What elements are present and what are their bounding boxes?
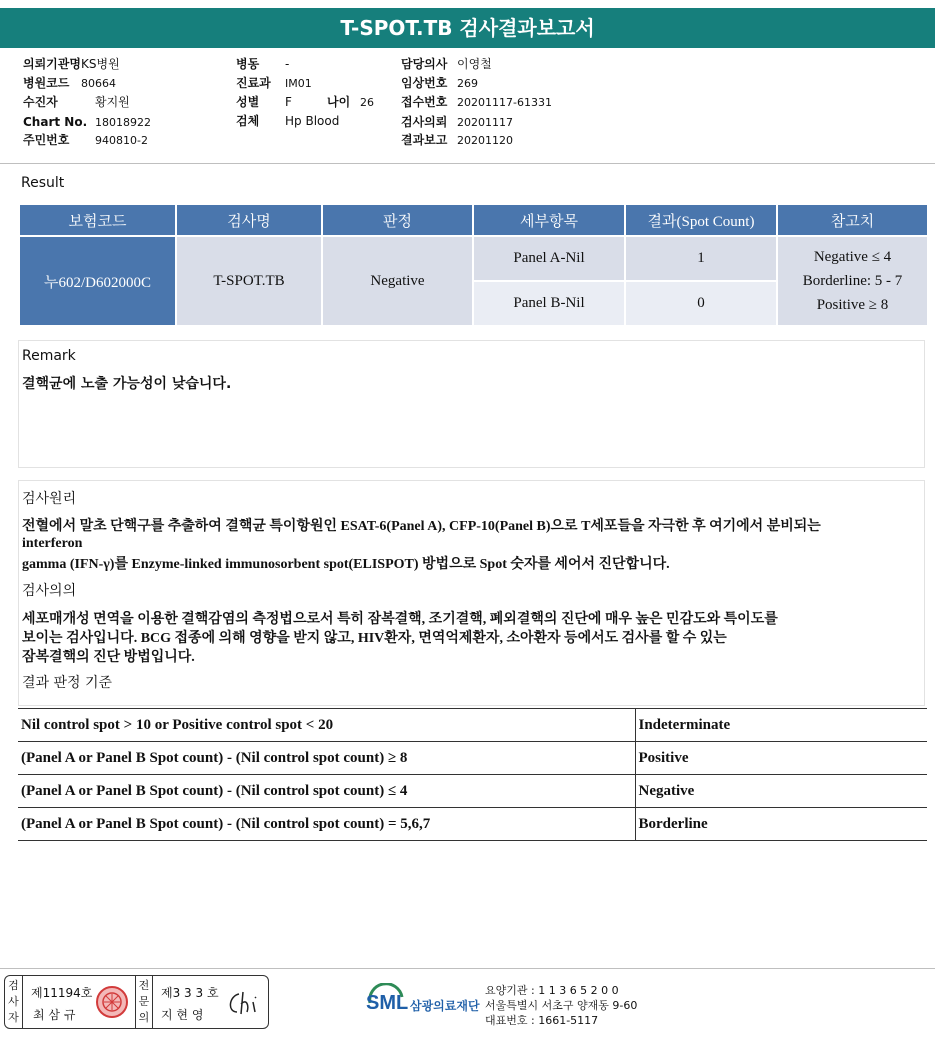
header-reference: 참고치: [778, 205, 927, 235]
info-row: 성별 F 나이 26: [236, 95, 374, 109]
principle-label: 검사원리: [22, 491, 77, 507]
table-row: [18, 709, 927, 742]
header-test-name: 검사명: [177, 205, 321, 235]
criteria-result: Negative: [635, 775, 927, 808]
header-insurance-code: 보험코드: [20, 205, 175, 235]
signature-box: [4, 975, 269, 1029]
remark-text: 결핵균에 노출 가능성이 낮습니다.: [22, 376, 232, 392]
table-row: [18, 808, 927, 841]
table-row: [20, 237, 927, 280]
inspector-license-no: 제11194호: [31, 986, 93, 1000]
info-row: 주민번호 940810-2: [23, 133, 148, 147]
info-row: 수진자 황지원: [23, 95, 130, 109]
result-header-row: [20, 205, 927, 235]
info-row: Chart No. 18018922: [23, 115, 151, 129]
test-name-cell: T-SPOT.TB: [177, 237, 321, 325]
criteria-table: [18, 708, 927, 841]
footer-divider: [0, 968, 935, 969]
inspector-vertical-label: 검 사 자: [5, 976, 23, 1028]
judgement-cell: Negative: [323, 237, 472, 325]
result-section-label: Result: [21, 175, 65, 191]
reference-negative: Negative ≤ 4: [813, 249, 892, 265]
info-row: 임상번호 269: [401, 76, 478, 90]
principle-line: interferon: [22, 536, 83, 551]
criteria-result: Indeterminate: [635, 709, 927, 742]
company-info-line: 대표번호 : 1661-5117: [485, 1014, 599, 1027]
header-spot-count: 결과(Spot Count): [626, 205, 776, 235]
criteria-condition: (Panel A or Panel B Spot count) - (Nil control spot count) = 5,6,7: [18, 808, 635, 841]
inspector-name: 최 삼 규: [33, 1008, 76, 1022]
info-row: 검체 Hp Blood: [236, 114, 340, 128]
criteria-label: 결과 판정 기준: [22, 675, 113, 691]
reference-cell: [778, 237, 927, 325]
insurance-code-cell: 누602/D602000C: [20, 237, 175, 325]
table-row: [18, 775, 927, 808]
significance-line: 잠복결핵의 진단 방법입니다.: [22, 650, 195, 665]
criteria-result: Positive: [635, 742, 927, 775]
detail-item-cell: Panel B-Nil: [474, 282, 624, 325]
company-info: [485, 983, 637, 1028]
info-row: 검사의뢰 20201117: [401, 115, 513, 129]
info-row: 의뢰기관명KS병원: [23, 57, 120, 71]
info-row: 병동 -: [236, 57, 290, 71]
significance-line: 세포매개성 면역을 이용한 결핵감염의 측정법으로서 특히 잠복결핵, 조기결핵, 폐외결핵의 진단에 매우 높은 민감도와 특이도를: [22, 612, 778, 627]
header-detail-item: 세부항목: [474, 205, 624, 235]
criteria-condition: Nil control spot > 10 or Positive control spot < 20: [18, 709, 635, 742]
header-judgement: 판정: [323, 205, 472, 235]
principle-box: [18, 480, 925, 706]
principle-line: 전혈에서 말초 단핵구를 추출하여 결핵균 특이항원인 ESAT-6(Panel A), CFP-10(Panel B)으로 T세포들을 자극한 후 여기에서 분비되는: [22, 519, 821, 534]
company-info-line: 서울특별시 서초구 양재동 9-60: [485, 999, 638, 1012]
info-row: 결과보고 20201120: [401, 133, 513, 147]
reference-borderline: Borderline: 5 - 7: [802, 273, 903, 289]
criteria-condition: (Panel A or Panel B Spot count) - (Nil control spot count) ≥ 8: [18, 742, 635, 775]
signature-icon: [225, 988, 265, 1018]
result-table: [18, 203, 929, 327]
significance-line: 보이는 검사입니다. BCG 접종에 의해 영향을 받지 않고, HIV환자, 면역억제환자, 소아환자 등에서도 검사를 할 수 있는: [22, 631, 727, 646]
spot-count-cell: 0: [626, 282, 776, 325]
report-title: T-SPOT.TB 검사결과보고서: [0, 8, 935, 48]
criteria-condition: (Panel A or Panel B Spot count) - (Nil control spot count) ≤ 4: [18, 775, 635, 808]
table-row: [18, 742, 927, 775]
significance-label: 검사의의: [22, 583, 77, 599]
info-row: 진료과 IM01: [236, 76, 312, 90]
info-row: 병원코드 80664: [23, 76, 116, 90]
remark-box: [18, 340, 925, 468]
remark-label: Remark: [22, 348, 76, 364]
info-row: 담당의사 이영철: [401, 57, 492, 71]
detail-item-cell: Panel A-Nil: [474, 237, 624, 280]
company-info-line: 요양기관 : 1 1 3 6 5 2 0 0: [485, 984, 619, 997]
company-name: 삼광의료재단: [410, 999, 480, 1013]
reference-positive: Positive ≥ 8: [816, 297, 889, 313]
patient-info: [0, 52, 935, 164]
logo-text: SML: [366, 992, 409, 1014]
specialist-name: 지 현 영: [161, 1008, 204, 1022]
seal-stamp-icon: [95, 985, 129, 1019]
principle-line: gamma (IFN-γ)를 Enzyme-linked immunosorbent spot(ELISPOT) 방법으로 Spot 숫자를 세어서 진단합니다.: [22, 557, 670, 572]
info-row: 접수번호 20201117-61331: [401, 95, 552, 109]
spot-count-cell: 1: [626, 237, 776, 280]
specialist-vertical-label: 전 문 의: [135, 976, 153, 1028]
specialist-license-no: 제3 3 3 호: [161, 986, 219, 1000]
criteria-result: Borderline: [635, 808, 927, 841]
